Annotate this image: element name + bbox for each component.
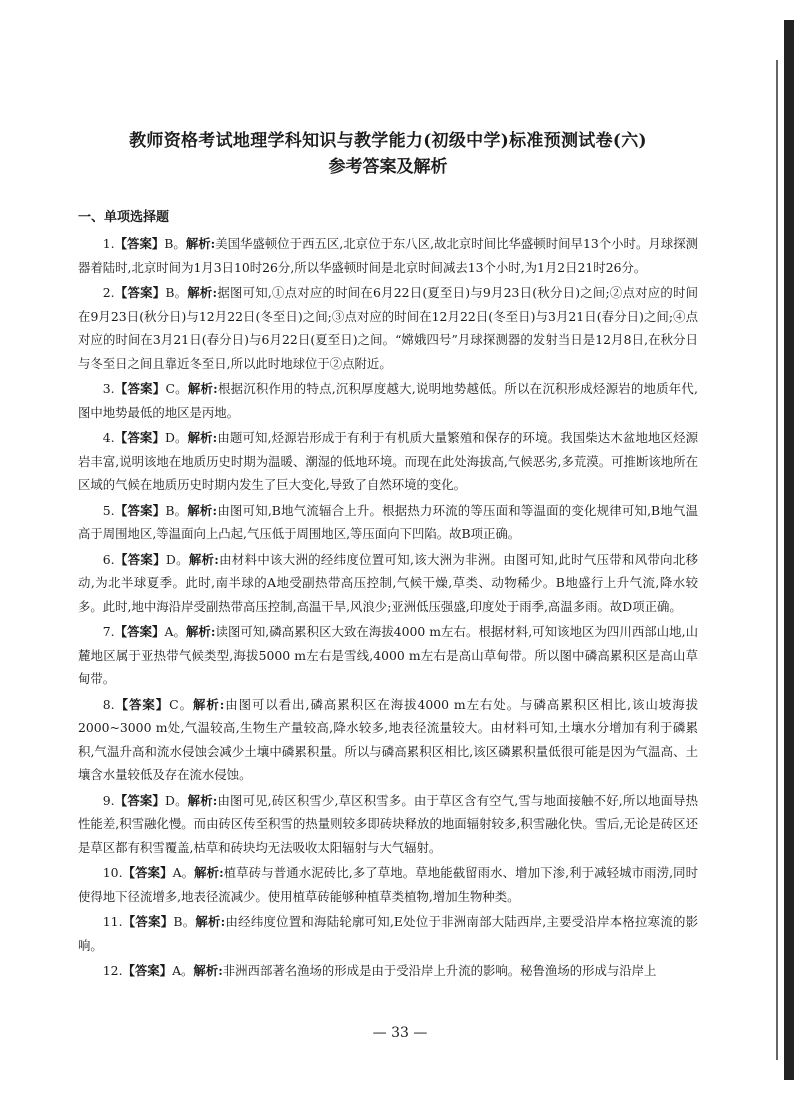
analysis-text: 读图可知,磷高累积区大致在海拔4000 m左右。根据材料,可知该地区为四川西部山地,山麓地区属于亚热带气候类型,海拔5000 m左右是雪线,4000 m左右是高山草甸带。所以图中磷高累积区是高山草甸带。 — [78, 624, 699, 686]
answer-choice: A。 — [164, 624, 186, 639]
scan-edge-line — [776, 60, 778, 1060]
answer-choice: C。 — [169, 696, 193, 712]
answer-choice: C。 — [165, 381, 188, 396]
answer-choice: B。 — [165, 285, 188, 300]
analysis-text: 美国华盛顿位于西五区,北京位于东八区,故北京时间比华盛顿时间早13个小时。月球探测器着陆时,北京时间为1月3日10时26分,所以华盛顿时间是北京时间减去13个小时,为1月2日21时26分。 — [78, 236, 698, 275]
analysis-text: 由题可知,烃源岩形成于有利于有机质大量繁殖和保存的环境。我国柴达木盆地地区烃源岩丰富,说明该地在地质历史时期为温暖、潮湿的低地环境。而现在此处海拔高,气候恶劣,多荒漠。可推断该地所在区域的气候在地质历史时期内发生了巨大变化,导致了自然环境的变化。 — [78, 430, 699, 492]
scan-edge-bar — [784, 20, 794, 1080]
item-number: 1. — [102, 236, 115, 251]
item-number: 5. — [102, 502, 115, 518]
answer-choice: B。 — [165, 502, 188, 518]
answer-item — [78, 499, 698, 546]
answer-tag: 【答案】 — [114, 696, 170, 712]
answer-item — [78, 548, 698, 619]
answer-item — [78, 861, 698, 908]
page-number: — 33 — — [372, 1025, 428, 1041]
analysis-label: 解析: — [193, 963, 223, 978]
answer-item — [78, 693, 698, 787]
item-number: 9. — [102, 792, 115, 808]
answer-item — [78, 377, 698, 424]
answer-tag: 【答案】 — [122, 963, 173, 978]
analysis-label: 解析: — [187, 430, 218, 445]
answer-choice: A。 — [172, 865, 195, 880]
answer-tag: 【答案】 — [114, 624, 165, 639]
answer-item — [78, 281, 698, 375]
answer-item — [78, 910, 698, 957]
analysis-label: 解析: — [187, 285, 218, 300]
item-number: 3. — [102, 381, 115, 396]
answer-tag: 【答案】 — [114, 285, 166, 300]
analysis-label: 解析: — [187, 381, 218, 396]
item-number: 2. — [102, 285, 115, 300]
analysis-text: 植草砖与普通水泥砖比,多了草地。草地能截留雨水、增加下渗,利于减轻城市雨涝,同时使得地下径流增多,地表径流减少。使用植草砖能够种植草类植物,增加生物种类。 — [78, 865, 699, 904]
analysis-label: 解析: — [185, 624, 216, 639]
answer-tag: 【答案】 — [122, 865, 173, 880]
answer-choice: B。 — [173, 914, 196, 929]
answer-tag: 【答案】 — [114, 430, 165, 445]
item-number: 11. — [102, 914, 123, 929]
item-number: 8. — [102, 696, 115, 712]
analysis-text: 非洲西部著名渔场的形成是由于受沿岸上升流的影响。秘鲁渔场的形成与沿岸上 — [222, 963, 657, 978]
answer-tag: 【答案】 — [114, 381, 166, 396]
analysis-text: 由材料中该大洲的经纬度位置可知,该大洲为非洲。由图可知,此时气压带和风带向北移动,为北半球夏季。此时,南半球的A地受副热带高压控制,气候干燥,草类、动物稀少。B地盛行上升气流,降水较多。此时,地中海沿岸受副热带高压控制,高温干旱,风浪少;亚洲低压强盛,印度处于雨季,高温多雨。故D项正确。 — [78, 551, 698, 614]
document-subtitle: 参考答案及解析 — [328, 157, 448, 177]
analysis-label: 解析: — [185, 236, 216, 251]
answer-item — [78, 959, 698, 983]
answer-choice: D。 — [164, 792, 188, 808]
answer-tag: 【答案】 — [122, 914, 174, 929]
answer-item — [78, 426, 698, 497]
answer-tag: 【答案】 — [114, 502, 166, 518]
analysis-label: 解析: — [194, 865, 224, 880]
analysis-label: 解析: — [187, 502, 218, 518]
section-heading: 一、单项选择题 — [78, 210, 170, 225]
answer-choice: B。 — [164, 236, 186, 251]
analysis-label: 解析: — [187, 792, 218, 808]
answer-choice: D。 — [165, 551, 189, 567]
analysis-label: 解析: — [188, 551, 219, 567]
document-page — [78, 128, 698, 985]
answer-item — [78, 232, 698, 279]
answer-tag: 【答案】 — [114, 551, 166, 567]
analysis-text: 由图可见,砖区积雪少,草区积雪多。由于草区含有空气,雪与地面接触不好,所以地面导热性能差,积雪融化慢。而由砖区传至积雪的热量则较多即砖块释放的地面辐射较多,积雪融化快。雪后,无论是砖区还是草区都有积雪覆盖,枯草和砖块均无法吸收太阳辐射与大气辐射。 — [78, 792, 699, 855]
analysis-label: 解析: — [195, 914, 226, 929]
answer-item — [78, 620, 698, 691]
item-number: 4. — [102, 430, 115, 445]
answer-item — [78, 789, 698, 860]
analysis-text: 由经纬度位置和海陆轮廓可知,E处位于非洲南部大陆西岸,主要受沿岸本格拉寒流的影响。 — [78, 914, 699, 953]
answer-tag: 【答案】 — [114, 236, 165, 251]
analysis-text: 由图可以看出,磷高累积区在海拔4000 m左右处。与磷高累积区相比,该山坡海拔2000~3000 m处,气温较高,生物生产量较高,降水较多,地表径流量较大。由材料可知,土壤水分增加有利于磷累积,气温升高和流水侵蚀会减少土壤中磷累积量。所以与磷高累积区相比,该区磷累积量低很可能是因为气温高、土壤含水量较低及存在流水侵蚀。 — [78, 696, 698, 782]
answer-tag: 【答案】 — [114, 792, 165, 808]
analysis-text: 据图可知,①点对应的时间在6月22日(夏至日)与9月23日(秋分日)之间;②点对应的时间在9月23日(秋分日)与12月22日(冬至日)之间;③点对应的时间在12月22日(冬至日)与3月21日(春分日)之间;④点对应的时间在3月21日(春分日)与6月22日(夏至日)之间。“嫦娥四号”月球探测器的发射当日是12月8日,在秋分日与冬至日之间且靠近冬至日,所以此时地球位于②点附近。 — [78, 285, 699, 371]
item-number: 6. — [102, 551, 115, 567]
analysis-text: 由图可知,B地气流辐合上升。根据热力环流的等压面和等温面的变化规律可知,B地气温高于周围地区,等温面向上凸起,气压低于周围地区,等压面向下凹陷。故B项正确。 — [78, 502, 699, 541]
document-title: 教师资格考试地理学科知识与教学能力(初级中学)标准预测试卷(六) — [129, 131, 647, 151]
answer-choice: D。 — [164, 430, 188, 445]
answer-choice: A。 — [172, 963, 194, 978]
analysis-label: 解析: — [192, 696, 225, 712]
item-number: 10. — [102, 865, 123, 880]
answer-list — [78, 232, 698, 983]
item-number: 12. — [102, 963, 123, 978]
item-number: 7. — [102, 624, 115, 639]
analysis-text: 根据沉积作用的特点,沉积厚度越大,说明地势越低。所以在沉积形成烃源岩的地质年代,图中地势最低的地区是丙地。 — [78, 381, 698, 420]
